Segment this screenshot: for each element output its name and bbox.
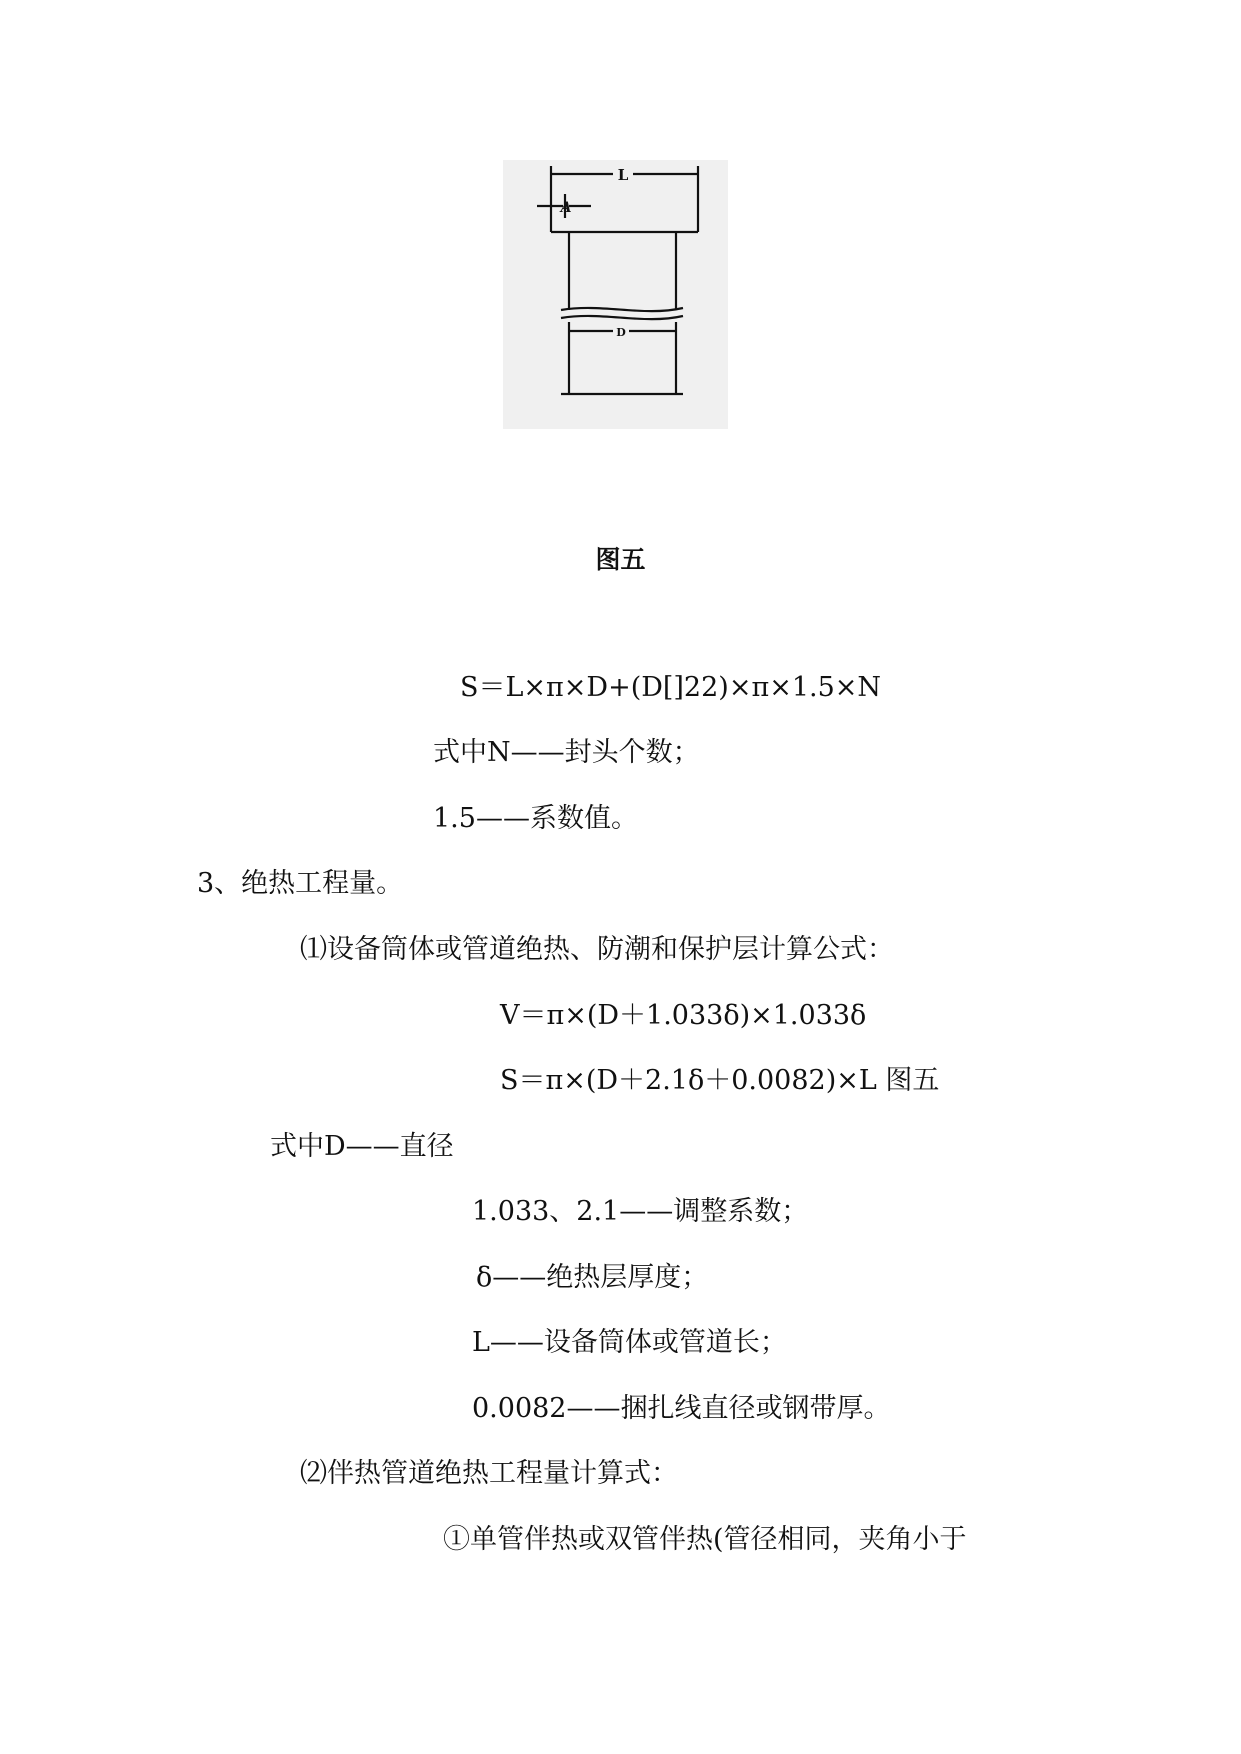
note-binding-wire: 0.0082——捆扎线直径或钢带厚。 bbox=[472, 1393, 891, 1424]
formula-S-insulation: S＝π×(D＋2.1δ＋0.0082)×L 图五 bbox=[500, 1065, 940, 1096]
note-delta-definition: δ——绝热层厚度； bbox=[476, 1262, 709, 1293]
figure-caption: 图五 bbox=[595, 545, 646, 574]
vessel-dimension-figure bbox=[503, 160, 728, 429]
item-1-text: ①单管伴热或双管伴热(管径相同，夹角小于 bbox=[443, 1524, 967, 1555]
subsection-2-heading: ⑵伴热管道绝热工程量计算式： bbox=[300, 1458, 678, 1489]
formula-V: V＝π×(D＋1.033δ)×1.033δ bbox=[500, 1000, 867, 1031]
subsection-1-heading: ⑴设备筒体或管道绝热、防潮和保护层计算公式： bbox=[300, 934, 894, 965]
formula-S-head: S＝L×π×D+(D[]22)×π×1.5×N bbox=[460, 672, 882, 703]
note-coefficient: 1.5——系数值。 bbox=[433, 803, 638, 834]
note-adjustment-coefficients: 1.033、2.1——调整系数； bbox=[472, 1196, 809, 1227]
break-line-2 bbox=[561, 316, 683, 319]
label-D: D bbox=[616, 326, 626, 339]
label-A: A bbox=[560, 200, 572, 216]
section-heading-insulation: 3、绝热工程量。 bbox=[197, 868, 404, 899]
note-N-definition: 式中N——封头个数； bbox=[433, 737, 700, 768]
note-D-definition: 式中D——直径 bbox=[270, 1131, 454, 1162]
break-line-1 bbox=[561, 308, 683, 311]
label-L: L bbox=[617, 166, 629, 184]
note-L-definition: L——设备筒体或管道长； bbox=[472, 1327, 787, 1358]
vessel-diagram bbox=[503, 160, 728, 429]
